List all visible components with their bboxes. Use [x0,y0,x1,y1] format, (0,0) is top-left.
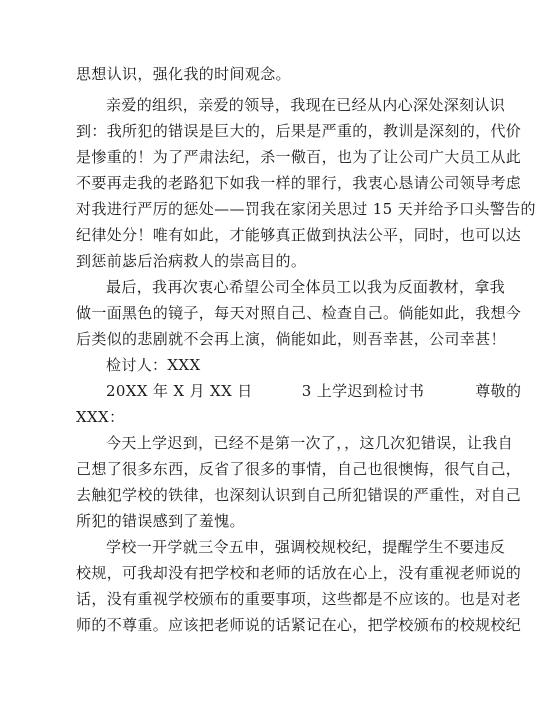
date-title-line [106,381,522,401]
text-line: 所犯的错误感到了羞愧。 [76,512,245,530]
text-line: 话，没有重视学校颁布的重要事项，这些都是不应该的。也是对老 [76,590,522,608]
paragraph-line: 学校一开学就三令五申，强调校规校纪，提醒学生不要违反 [106,538,506,556]
text-line: 己想了很多东西，反省了很多的事情，自己也很懊悔，很气自己， [76,460,522,478]
text-line: 做一面黑色的镜子，每天对照自己、检查自己。倘能如此，我想今 [76,304,522,322]
paragraph-line: 亲爱的组织，亲爱的领导，我现在已经从内心深处深刻认识 [106,96,506,114]
date-text: 20XX 年 X 月 XX 日 [106,382,253,400]
text-line: 师的不尊重。应该把老师说的话紧记在心，把学校颁布的校规校纪 [76,616,522,634]
text-line: 到惩前毖后治病救人的崇高目的。 [76,252,307,270]
text-line: 到：我所犯的错误是巨大的，后果是严重的，教训是深刻的，代价 [76,122,522,140]
greeting-text: 尊敬的 [475,382,522,400]
text-line: 后类似的悲剧就不会再上演，倘能如此，则吾幸甚，公司幸甚！ [76,330,506,348]
paragraph-line: 今天上学迟到，已经不是第一次了，，这几次犯错误，让我自 [106,434,513,452]
text-line: 对我进行严厉的惩处——罚我在家闭关思过 15 天并给予口头警告的 [76,200,536,218]
text-line: 去触犯学校的铁律，也深刻认识到自己所犯错误的严重性，对自己 [76,486,522,504]
addressee-line: XXX： [76,408,125,426]
paragraph-line: 最后，我再次衷心希望公司全体员工以我为反面教材，拿我 [106,278,506,296]
signature-line: 检讨人：XXX [106,356,201,374]
text-line: 纪律处分！唯有如此，才能够真正做到执法公平，同时，也可以达 [76,226,522,244]
text-line: 思想认识，强化我的时间观念。 [76,65,291,83]
text-line: 不要再走我的老路犯下如我一样的罪行，我衷心恳请公司领导考虑 [76,174,522,192]
text-line: 校规，可我却没有把学校和老师的话放在心上，没有重视老师说的 [76,564,522,582]
letter-title: 3 上学迟到检讨书 [301,382,425,400]
text-line: 是惨重的！为了严肃法纪，杀一儆百，也为了让公司广大员工从此 [76,148,522,166]
